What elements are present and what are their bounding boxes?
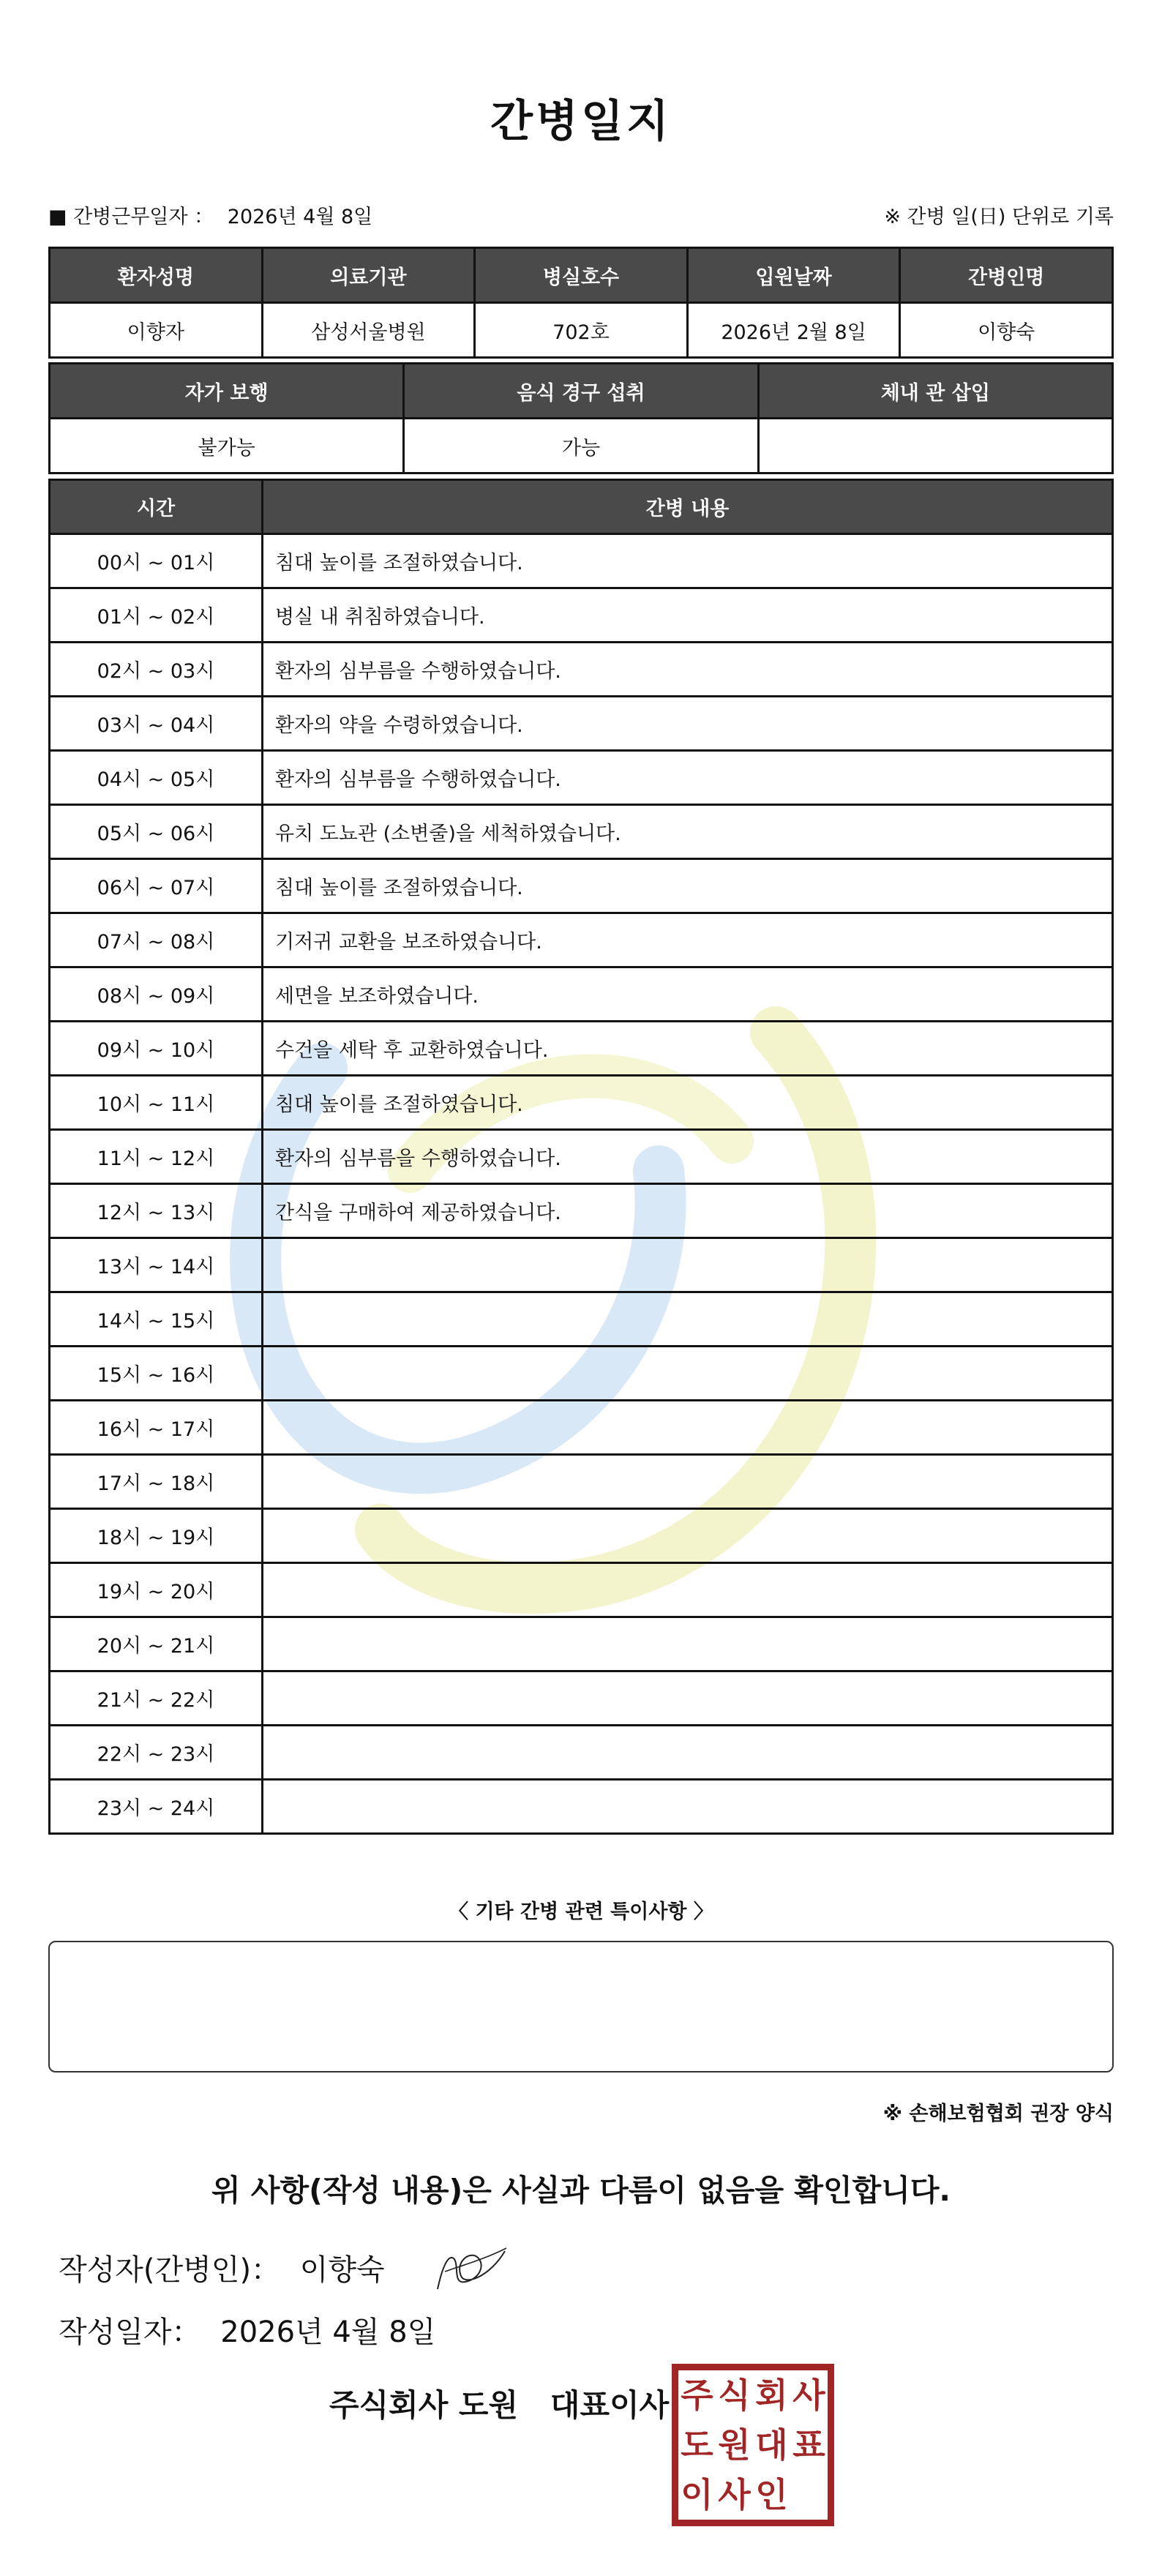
- header-time: 시간: [50, 480, 263, 534]
- seal-char: 도: [681, 2425, 713, 2465]
- table-row: [50, 1347, 1113, 1401]
- tube: [758, 419, 1112, 473]
- log-content: [263, 1455, 1113, 1509]
- log-time: 16시 ~ 17시: [50, 1401, 263, 1455]
- log-content: 기저귀 교환을 보조하였습니다.: [263, 913, 1113, 967]
- writer-line: [59, 2247, 385, 2288]
- table-row: [50, 1780, 1113, 1834]
- log-time: 19시 ~ 20시: [50, 1563, 263, 1617]
- header-hospital: 의료기관: [262, 248, 475, 303]
- log-content: 간식을 구매하여 제공하였습니다.: [263, 1184, 1113, 1238]
- log-content: 환자의 심부름을 수행하였습니다.: [263, 643, 1113, 697]
- work-date: [48, 201, 372, 229]
- log-time: 05시 ~ 06시: [50, 805, 263, 859]
- header-tube: 체내 관 삽입: [758, 364, 1112, 419]
- note-top: ※ 간병 일(日) 단위로 기록: [884, 206, 1114, 228]
- seal-char: 주: [681, 2375, 713, 2415]
- seal-char: 식: [718, 2375, 751, 2415]
- seal-char: 사: [718, 2475, 751, 2515]
- log-content: 환자의 심부름을 수행하였습니다.: [263, 1130, 1113, 1184]
- header-admit-date: 입원날짜: [687, 248, 900, 303]
- log-time: 02시 ~ 03시: [50, 643, 263, 697]
- table-row: [50, 1076, 1113, 1130]
- table-row: [50, 967, 1113, 1022]
- log-content: 환자의 약을 수령하였습니다.: [263, 697, 1113, 751]
- page-title: 간병일지: [490, 96, 672, 147]
- table-row: [50, 1401, 1113, 1455]
- room: 702호: [475, 303, 688, 358]
- log-time: 12시 ~ 13시: [50, 1184, 263, 1238]
- log-content: 유치 도뇨관 (소변줄)을 세척하였습니다.: [263, 805, 1113, 859]
- log-content: [263, 1563, 1113, 1617]
- log-time: 21시 ~ 22시: [50, 1671, 263, 1726]
- log-content: 환자의 심부름을 수행하였습니다.: [263, 751, 1113, 805]
- seal-char: 인: [755, 2475, 788, 2515]
- log-time: 20시 ~ 21시: [50, 1617, 263, 1671]
- log-time: 08시 ~ 09시: [50, 967, 263, 1022]
- header-walking: 자가 보행: [50, 364, 404, 419]
- hospital: 삼성서울병원: [262, 303, 475, 358]
- patient-status-table: [48, 362, 1114, 474]
- header-oral-intake: 음식 경구 섭취: [404, 364, 758, 419]
- table-row: [50, 588, 1113, 643]
- header-patient-name: 환자성명: [50, 248, 263, 303]
- log-time: 09시 ~ 10시: [50, 1022, 263, 1076]
- log-time: 22시 ~ 23시: [50, 1726, 263, 1780]
- written-date-label: 작성일자：: [59, 2315, 201, 2349]
- patient-info-table: [48, 247, 1114, 359]
- log-content: 침대 높이를 조절하였습니다.: [263, 534, 1113, 588]
- company-name: 주식회사 도원 대표이사: [329, 2387, 670, 2423]
- seal-char: 표: [792, 2425, 825, 2465]
- etc-notes-box: [48, 1941, 1114, 2073]
- work-date-label: ■ 간병근무일자 ：: [48, 206, 214, 228]
- table-row: [50, 913, 1113, 967]
- log-content: [263, 1238, 1113, 1292]
- table-row: [50, 1617, 1113, 1671]
- log-content: [263, 1509, 1113, 1563]
- log-time: 01시 ~ 02시: [50, 588, 263, 643]
- log-time: 15시 ~ 16시: [50, 1347, 263, 1401]
- header-content: 간병 내용: [263, 480, 1113, 534]
- writer-label: 작성자(간병인)：: [59, 2253, 281, 2287]
- log-time: 17시 ~ 18시: [50, 1455, 263, 1509]
- table-row: [50, 751, 1113, 805]
- table-row: [50, 1292, 1113, 1347]
- writer-name: 이향숙: [299, 2253, 385, 2287]
- written-date-value: 2026년 4월 8일: [220, 2315, 436, 2349]
- log-time: 23시 ~ 24시: [50, 1780, 263, 1834]
- table-row: [50, 697, 1113, 751]
- log-time: 18시 ~ 19시: [50, 1509, 263, 1563]
- table-row: [50, 859, 1113, 913]
- table-row: [50, 1455, 1113, 1509]
- table-row: [50, 1184, 1113, 1238]
- table-row: [50, 643, 1113, 697]
- log-time: 10시 ~ 11시: [50, 1076, 263, 1130]
- log-content: [263, 1726, 1113, 1780]
- oral-intake: 가능: [404, 419, 758, 473]
- confirm-statement: 위 사항(작성 내용)은 사실과 다름이 없음을 확인합니다.: [211, 2173, 951, 2208]
- log-content: 침대 높이를 조절하였습니다.: [263, 859, 1113, 913]
- table-row: [50, 1726, 1113, 1780]
- seal-char: 회: [755, 2375, 788, 2415]
- log-time: 11시 ~ 12시: [50, 1130, 263, 1184]
- table-row: [50, 805, 1113, 859]
- log-time: 04시 ~ 05시: [50, 751, 263, 805]
- log-content: [263, 1780, 1113, 1834]
- etc-title: 〈 기타 간병 관련 특이사항 〉: [449, 1901, 713, 1923]
- log-time: 06시 ~ 07시: [50, 859, 263, 913]
- log-time: 03시 ~ 04시: [50, 697, 263, 751]
- header-caregiver: 간병인명: [900, 248, 1113, 303]
- log-content: [263, 1617, 1113, 1671]
- seal-char: 이: [681, 2475, 713, 2515]
- seal-char: 대: [755, 2425, 788, 2465]
- care-log-table: [48, 479, 1114, 1835]
- table-row: [50, 1238, 1113, 1292]
- seal-char: 사: [792, 2375, 825, 2415]
- log-content: [263, 1347, 1113, 1401]
- table-row: [50, 1671, 1113, 1726]
- walking: 불가능: [50, 419, 404, 473]
- company-seal-icon: [672, 2364, 834, 2526]
- log-time: 00시 ~ 01시: [50, 534, 263, 588]
- table-row: [50, 534, 1113, 588]
- signature-icon: [432, 2239, 512, 2298]
- admit-date: 2026년 2월 8일: [687, 303, 900, 358]
- patient-name: 이향자: [50, 303, 263, 358]
- work-date-value: 2026년 4월 8일: [227, 206, 373, 228]
- log-content: [263, 1292, 1113, 1347]
- table-row: [50, 1130, 1113, 1184]
- log-content: 병실 내 취침하였습니다.: [263, 588, 1113, 643]
- log-content: 수건을 세탁 후 교환하였습니다.: [263, 1022, 1113, 1076]
- note-bottom: ※ 손해보험협회 권장 양식: [882, 2103, 1114, 2125]
- log-time: 07시 ~ 08시: [50, 913, 263, 967]
- table-row: [50, 1509, 1113, 1563]
- caregiver: 이향숙: [900, 303, 1113, 358]
- table-row: [50, 1022, 1113, 1076]
- log-time: 14시 ~ 15시: [50, 1292, 263, 1347]
- log-content: 세면을 보조하였습니다.: [263, 967, 1113, 1022]
- header-room: 병실호수: [475, 248, 688, 303]
- written-date-line: [59, 2309, 435, 2351]
- seal-char: 원: [718, 2425, 751, 2465]
- log-time: 13시 ~ 14시: [50, 1238, 263, 1292]
- log-content: [263, 1401, 1113, 1455]
- table-row: [50, 1563, 1113, 1617]
- log-content: 침대 높이를 조절하였습니다.: [263, 1076, 1113, 1130]
- log-content: [263, 1671, 1113, 1726]
